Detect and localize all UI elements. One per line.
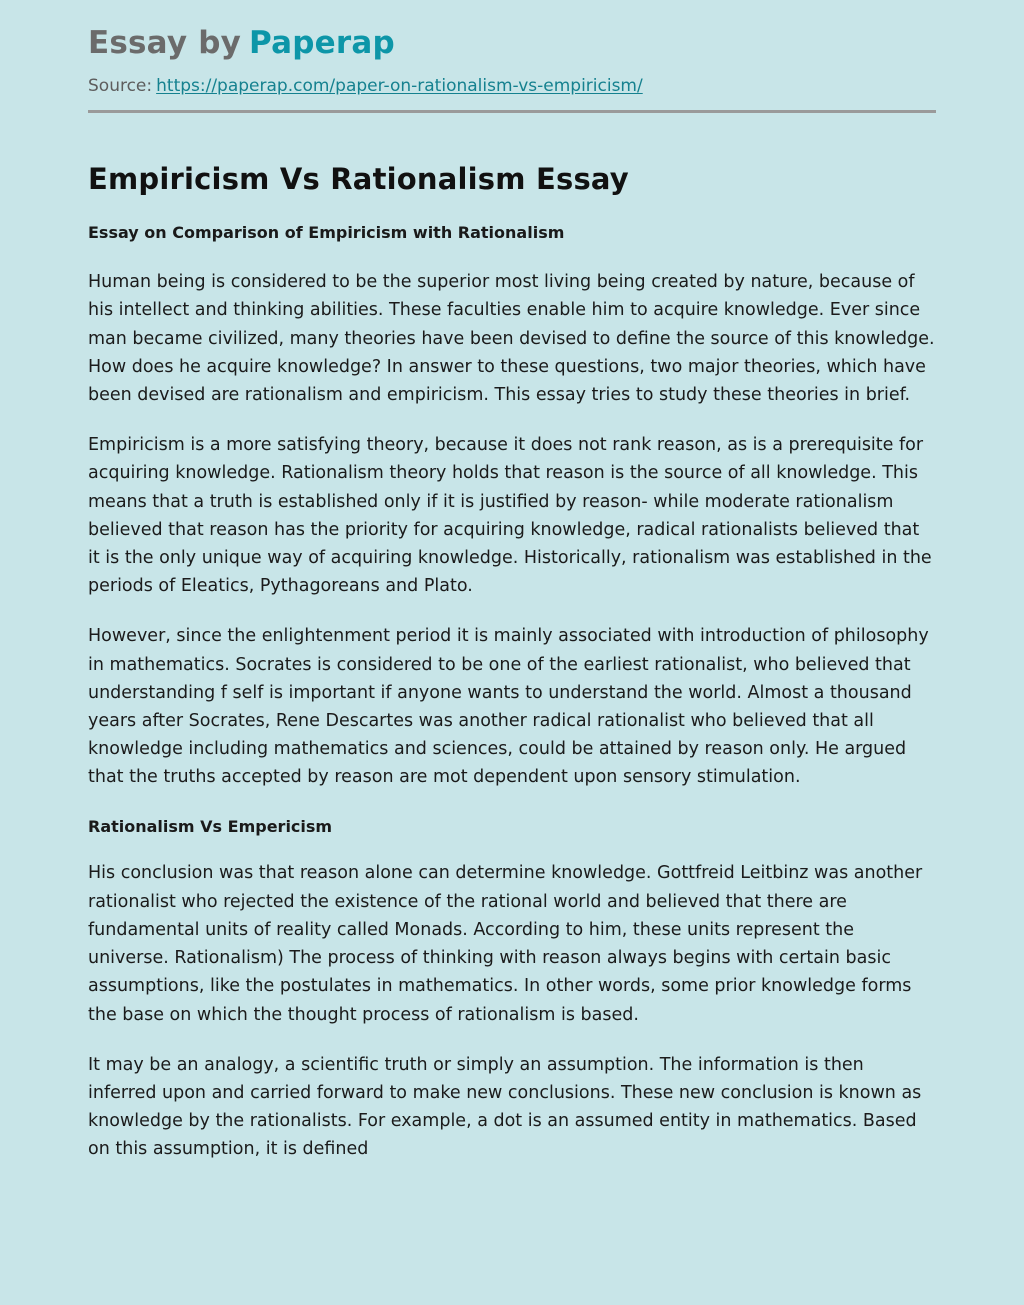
header-divider bbox=[88, 110, 936, 113]
body-paragraph: It may be an analogy, a scientific truth or simply an assumption. The information is then inferred upon and carried forward to make new conclusions. These new conclusion is known as knowledge by the rationalists. For example, a dot is an assumed entity in mathematics. Based on this assumption, it is defined bbox=[88, 1054, 922, 1160]
source-label: Source: bbox=[88, 75, 153, 96]
page-title: Empiricism Vs Rationalism Essay bbox=[88, 161, 629, 196]
source-line bbox=[88, 76, 936, 96]
brand-prefix-text: Essay by bbox=[88, 25, 242, 61]
body-paragraph: Human being is considered to be the superior most living being created by nature, because of his intellect and thinking abilities. These faculties enable him to acquire knowledge. Ever since man became civilized, many theories have been devised to define the source of this knowledge. How does he acquire knowledge? In answer to these questions, two major theories, which have been devised are rationalism and empiricism. This essay tries to study these theories in brief. bbox=[88, 272, 935, 406]
body-paragraph: His conclusion was that reason alone can determine knowledge. Gottfreid Leitbinz was another rationalist who rejected the existence of the rational world and believed that there are fundamental units of reality called Monads. According to him, these units represent the universe. Rationalism) The process of thinking with reason always begins with certain basic assumptions, like the postulates in mathematics. In other words, some prior knowledge forms the base on which the thought process of rationalism is based. bbox=[88, 863, 923, 1025]
source-url-link[interactable]: https://paperap.com/paper-on-rationalism-vs-empiricism/ bbox=[156, 75, 643, 96]
brand-name-text: Paperap bbox=[249, 25, 395, 61]
article-body bbox=[0, 162, 1024, 1164]
body-paragraph: Empiricism is a more satisfying theory, because it does not rank reason, as is a prerequisite for acquiring knowledge. Rationalism theory holds that reason is the source of all knowledge. This means that a truth is established only if it is justified by reason- while moderate rationalism believed that reason has the priority for acquiring knowledge, radical rationalists believed that it is the only unique way of acquiring knowledge. Historically, rationalism was established in the periods of Eleatics, Pythagoreans and Plato. bbox=[88, 435, 932, 597]
site-header bbox=[0, 0, 1024, 96]
body-paragraph: However, since the enlightenment period it is mainly associated with introduction of philosophy in mathematics. Socrates is considered to be one of the earliest rationalist, who believed that understanding f self is important if anyone wants to understand the world. Almost a thousand years after Socrates, Rene Descartes was another radical rationalist who believed that all knowledge including mathematics and sciences, could be attained by reason only. He argued that the truths accepted by reason are mot dependent upon sensory stimulation. bbox=[88, 626, 929, 788]
section-heading: Rationalism Vs Empericism bbox=[88, 816, 333, 836]
article-blocks bbox=[88, 268, 936, 1163]
article-subtitle: Essay on Comparison of Empiricism with Rationalism bbox=[88, 223, 565, 243]
brand-logo bbox=[88, 26, 936, 62]
